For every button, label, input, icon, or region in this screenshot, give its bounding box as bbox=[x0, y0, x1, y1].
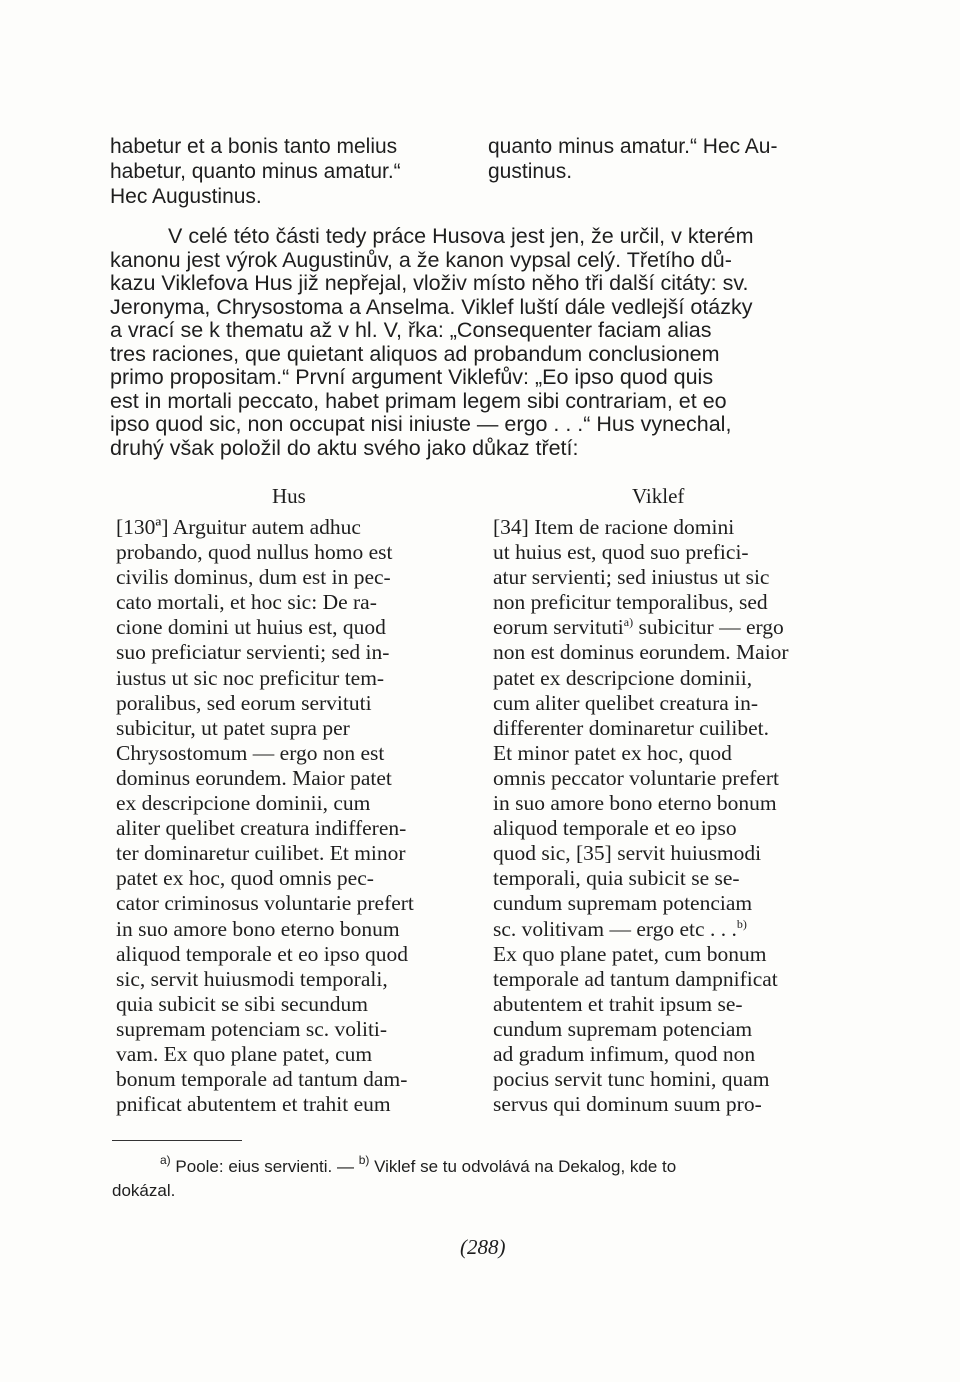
text-line-content: habetur et a bonis tanto melius bbox=[110, 135, 398, 158]
text-line: temporali, quia subicit se se- bbox=[493, 866, 740, 891]
page-number: (288) bbox=[460, 1235, 506, 1259]
text-line: poralibus, sed eorum servituti bbox=[116, 690, 372, 715]
text-line: non est dominus eorundem. Maior bbox=[493, 640, 789, 665]
footnote-line: dokázal. bbox=[112, 1181, 176, 1200]
text-line: probando, quod nullus homo est bbox=[116, 540, 393, 565]
footnote-b-text: Viklef se tu odvolává na Dekalog, kde to bbox=[369, 1157, 677, 1176]
text-line: ad gradum infimum, quod non bbox=[493, 1041, 756, 1066]
text-line: quod sic, [35] servit huiusmodi bbox=[493, 841, 762, 866]
text-line: in suo amore bono eterno bonum bbox=[493, 791, 777, 816]
text-line: suo preficiatur servienti; sed in- bbox=[116, 640, 390, 665]
text-line: bonum temporale ad tantum dam- bbox=[116, 1067, 408, 1092]
footnote-ref-a: a) bbox=[623, 615, 634, 630]
text-line bbox=[110, 134, 470, 159]
text-line: iustus ut sic noc preficitur tem- bbox=[116, 665, 385, 690]
text-line: vam. Ex quo plane patet, cum bbox=[116, 1041, 373, 1066]
text-line: kanonu jest výrok Augustinův, a že kanon vypsal celý. Třetího dů- bbox=[110, 247, 732, 272]
top-fragment-left bbox=[110, 134, 470, 209]
text-line: subicitur, ut patet supra per bbox=[116, 715, 350, 740]
text-line: ipso quod sic, non occupat nisi iniuste — ergo . . .“ Hus vynechal, bbox=[110, 412, 732, 436]
footnote-line bbox=[112, 1155, 852, 1179]
text-line: cum aliter quelibet creatura in- bbox=[493, 690, 759, 715]
text-line: kazu Viklefova Hus již nepřejal, vloživ místo něho tři další citáty: sv. bbox=[110, 271, 749, 295]
text-line: a vrací se k thematu až v hl. V, řka: „Consequenter faciam alias bbox=[110, 318, 712, 342]
column-heading-viklef: Viklef bbox=[632, 484, 685, 508]
text-line-content: eorum servituti bbox=[493, 615, 624, 640]
text-line: servus qui dominum suum pro- bbox=[493, 1092, 762, 1117]
text-line: cato mortali, et hoc sic: De ra- bbox=[116, 590, 377, 615]
text-line: Chrysostomum — ergo non est bbox=[116, 740, 385, 765]
column-viklef bbox=[493, 515, 848, 1117]
text-line: pocius servit tunc homini, quam bbox=[493, 1067, 770, 1092]
text-line: in suo amore bono eterno bonum bbox=[116, 916, 400, 941]
text-line: differenter dominaretur cuilibet. bbox=[493, 715, 770, 740]
text-line-content: subicitur — ergo bbox=[633, 615, 784, 640]
text-line: habetur, quanto minus amatur.“ bbox=[110, 160, 401, 183]
text-line: Hec Augustinus. bbox=[110, 185, 262, 208]
top-fragment-right bbox=[488, 134, 838, 184]
text-line: aliquod temporale et eo ipso bbox=[493, 816, 737, 841]
footnote-divider bbox=[112, 1140, 242, 1141]
column-hus bbox=[116, 515, 468, 1117]
text-line: civilis dominus, dum est in pec- bbox=[116, 565, 391, 590]
footnote-marker-b: b) bbox=[358, 1153, 370, 1167]
text-line bbox=[493, 615, 848, 640]
text-line: [34] Item de racione domini bbox=[493, 515, 735, 539]
footnote-marker-a: a) bbox=[160, 1153, 171, 1167]
footnote-ref-b: b) bbox=[736, 916, 747, 931]
text-line: gustinus. bbox=[488, 160, 573, 183]
text-line: pnificat abutentem et trahit eum bbox=[116, 1092, 391, 1117]
text-line: Et minor patet ex hoc, quod bbox=[493, 740, 732, 765]
column-heading-hus: Hus bbox=[272, 484, 306, 508]
text-line: quia subicit se sibi secundum bbox=[116, 991, 368, 1016]
text-line: omnis peccator voluntarie prefert bbox=[493, 765, 779, 790]
text-line: temporale ad tantum dampnificat bbox=[493, 966, 778, 991]
text-line: quanto minus amatur.“ Hec Au- bbox=[488, 135, 778, 158]
footnote-a-text: Poole: eius servienti. — bbox=[170, 1157, 359, 1176]
text-line: ut huius est, quod suo prefici- bbox=[493, 540, 749, 565]
text-line: supremam potenciam sc. voliti- bbox=[116, 1016, 388, 1041]
text-line: ex descripcione dominii, cum bbox=[116, 791, 371, 816]
text-line: cione domini ut huius est, quod bbox=[116, 615, 386, 640]
text-line: cundum supremam potenciam bbox=[493, 1016, 753, 1041]
footnotes bbox=[112, 1155, 852, 1203]
text-line: V celé této části tedy práce Husova jest jen, že určil, v kterém bbox=[168, 224, 754, 248]
text-line: [130ª] Arguitur autem adhuc bbox=[116, 515, 361, 539]
text-line: cundum supremam potenciam bbox=[493, 891, 753, 916]
text-line: primo propositam.“ První argument Viklefův: „Eo ipso quod quis bbox=[110, 365, 714, 389]
text-line: est in mortali peccato, habet primam legem sibi contrariam, et eo bbox=[110, 388, 727, 413]
text-line: Ex quo plane patet, cum bonum bbox=[493, 941, 767, 966]
text-line: aliquod temporale et eo ipso quod bbox=[116, 941, 408, 966]
text-line: tres raciones, que quietant aliquos ad probandum conclusionem bbox=[110, 341, 720, 366]
text-line: patet ex hoc, quod omnis pec- bbox=[116, 866, 374, 891]
text-line: dominus eorundem. Maior patet bbox=[116, 765, 392, 790]
main-paragraph bbox=[110, 225, 840, 460]
text-line: cator criminosus voluntarie prefert bbox=[116, 891, 414, 916]
text-line: abutentem et trahit ipsum se- bbox=[493, 991, 743, 1016]
text-line: sic, servit huiusmodi temporali, bbox=[116, 966, 388, 991]
text-line: patet ex descripcione dominii, bbox=[493, 665, 753, 690]
text-line: atur servienti; sed iniustus ut sic bbox=[493, 565, 770, 590]
text-line: non preficitur temporalibus, sed bbox=[493, 590, 768, 615]
text-line-content: sc. volitivam — ergo etc . . . bbox=[493, 916, 737, 941]
text-line: Jeronyma, Chrysostoma a Anselma. Viklef luští dále vedlejší otázky bbox=[110, 294, 753, 319]
text-line: druhý však položil do aktu svého jako důkaz třetí: bbox=[110, 435, 579, 460]
text-line: ter dominaretur cuilibet. Et minor bbox=[116, 841, 406, 866]
text-line: aliter quelibet creatura indifferen- bbox=[116, 816, 407, 841]
text-line bbox=[493, 917, 848, 942]
